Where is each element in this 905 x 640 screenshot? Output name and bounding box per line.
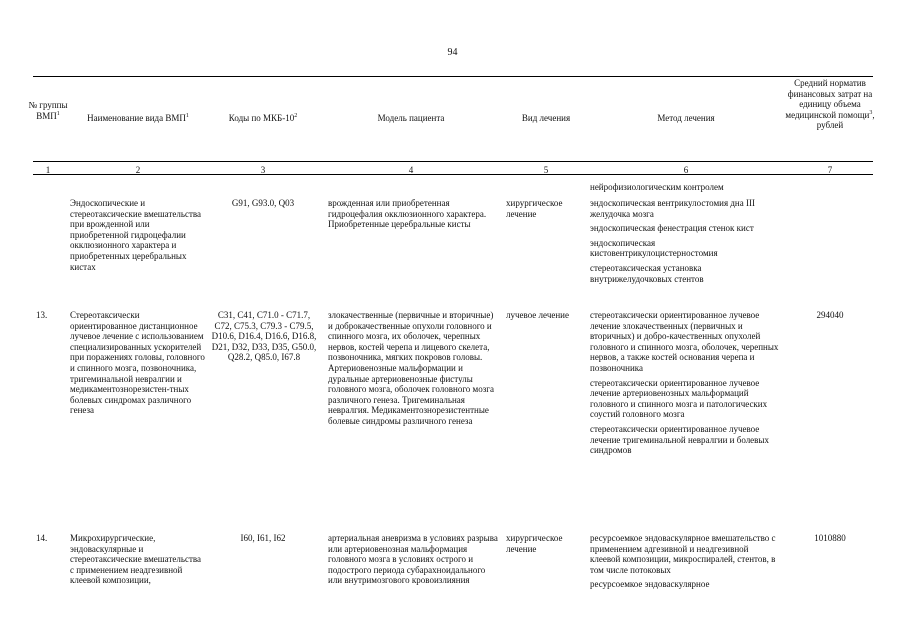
header-icd-codes: Коды по МКБ-$10^2$ [228,113,298,123]
table-row-14-method-2: ресурсоемкое эндоваскулярное [590,579,710,590]
header-group-number: № группы ВМП$^1$ [28,100,68,121]
table-row-14-group: 14. [36,533,48,543]
table-row-1-name: Эндоскопические и стереотаксические вмешательства при врожденной или приобретенной гидроцефалии окклюзионного характера и приобретенных церебральных кистах [70,198,202,272]
table-row-1-method-4: стереотаксическая установка внутрижелудочковых стентов [590,262,704,284]
table-row-14-method-1: ресурсоемкое эндоваскулярное вмешательство с применением адгезивной и неадгезивной клеевой композиции, микроспиралей, стентов, в том числе потоковых [590,533,776,575]
column-number-3: 3 [260,165,266,175]
column-number-7: 7 [827,165,833,175]
table-row-14-methods [590,533,780,594]
table-row-13-group: 13. [36,310,48,320]
table-row-13-patient-model: злокачественные (первичные и вторичные) и доброкачественные опухоли головного и спинного мозга, их оболочек, черепных нервов, костей черепа и лицевого скелета, позвоночника, мягких покровов головы. Артериовенозные мальформации и дуральные артериовенозные фистулы головного мозга, оболочек головного мозга различного генеза. Тригеминальная невралгия. Медикаментознорезистентные болевые синдромы различного генеза [328,310,494,426]
header-average-cost: Средний норматив финансовых затрат на единицу объема медицинской помощи$^3$, рублей [785,78,875,131]
column-number-6: 6 [683,165,689,175]
table-row-13-codes: C31, C41, C71.0 - C71.7, C72, C75.3, C79.3 - C79.5, D10.6, D16.4, D16.6, D16.8, D21, D32, D33, D35, G50.0, Q28.2, Q85.0, I67.8 [211,310,317,363]
table-row-continued-method: нейрофизиологическим контролем [590,182,724,192]
table-row-1-methods [590,198,780,288]
page-number: 94 [447,47,458,58]
table-row-13-method-2: стереотаксически ориентированное лучевое лечение артериовенозных мальформаций головного и спинного мозга и патологических соустий головного мозга [590,377,768,420]
table-row-1-method-3: эндоскопическая кистовентрикулоцистерностомия [590,237,718,259]
column-number-1: 1 [45,165,51,175]
column-number-4: 4 [408,165,414,175]
table-row-1-method-1: эндоскопическая вентрикулостомия дна III желудочка мозга [590,198,755,219]
table-row-1-patient-model: врожденная или приобретенная гидроцефалия окклюзионного характера. Приобретенные церебральные кисты [328,198,487,230]
table-row-14-name: Микрохирургические, эндоваскулярные и стереотаксические вмешательства с применением неадгезивной клеевой композиции, [70,533,202,586]
header-treatment-type: Вид лечения [521,113,571,123]
table-row-13-cost: 294040 [816,310,844,320]
table-row-1-treatment-type: хирургическое лечение [506,198,563,219]
table-row-14-codes: I60, I61, I62 [240,533,286,543]
table-top-rule [33,76,873,77]
table-row-13-method-1: стереотаксически ориентированное лучевое лечение злокачественных (первичных и вторичных) и добро-качественных опухолей головного и спинного мозга, оболочек, черепных нервов, а также костей основания черепа и позвоночника [590,310,779,373]
table-row-13-method-3: стереотаксически ориентированное лучевое лечение тригеминальной невралгии и болевых синдромов [590,423,769,456]
table-row-14-patient-model: артериальная аневризма в условиях разрыва или артериовенозная мальформация головного мозга в условиях острого и подострого периода субарахноидального или внутримозгового кровоизлияния [328,533,498,586]
table-row-1-method-2: эндоскопическая фенестрация стенок кист [590,223,754,234]
table-row-1-codes: G91, G93.0, Q03 [231,198,295,208]
table-row-14-cost: 1010880 [814,533,846,543]
header-treatment-method: Метод лечения [657,113,715,123]
header-vmp-name: Наименование вида ВМП$^1$ [87,113,189,123]
table-row-13-treatment-type: лучевое лечение [506,310,569,320]
table-row-14-treatment-type: хирургическое лечение [506,533,563,554]
column-number-2: 2 [135,165,141,175]
table-row-13-name: Стереотаксически ориентированное дистанционное лучевое лечение с использованием специализированных ускорителей при поражениях головы, головного и спинного мозга, позвоночника, тригеминальной невралгии и медикаментознорезистен-тных болевых синдромах различного генеза [70,310,205,416]
header-patient-model: Модель пациента [377,113,445,123]
table-row-13-methods [590,310,780,460]
column-number-5: 5 [543,165,549,175]
header-bottom-rule [33,161,873,162]
